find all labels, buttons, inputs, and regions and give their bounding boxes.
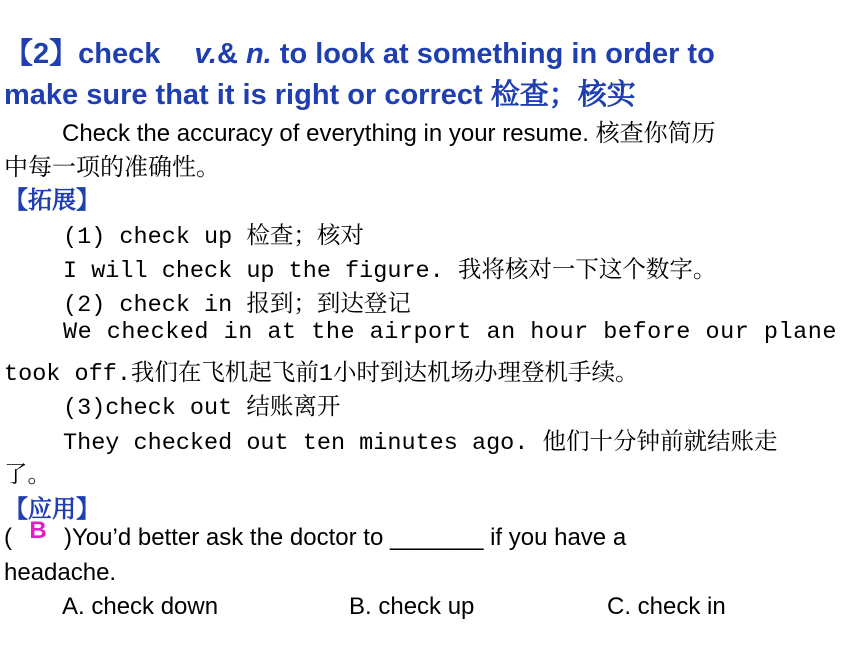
- question-line-2: headache.: [4, 559, 117, 586]
- pos-amp: &: [216, 38, 246, 70]
- answer-letter: B: [29, 517, 47, 544]
- entry-definition: to look at something in order to: [271, 38, 715, 70]
- expand-item: I will check up the figure. 我将核对一下这个数字。: [63, 258, 717, 285]
- apply-title: 【应用】: [4, 496, 100, 523]
- option-a: A. check down: [62, 593, 219, 620]
- question-line-1: [4, 517, 627, 552]
- entry-word: check: [78, 38, 161, 70]
- example-sentence-line-1: Check the accuracy of everything in your resume. 核查你简历: [62, 120, 716, 147]
- expand-title: 【拓展】: [4, 187, 100, 214]
- expand-item: 了。: [4, 463, 51, 490]
- pos-noun: n.: [245, 38, 272, 70]
- example-sentence-line-2: 中每一项的准确性。: [4, 154, 220, 181]
- expand-item: (2) check in 报到；到达登记: [63, 292, 411, 319]
- expand-item: They checked out ten minutes ago. 他们十分钟前就结账走: [63, 430, 778, 457]
- option-c: C. check in: [607, 593, 726, 620]
- question-text: )You’d better ask the doctor to _______ if you have a: [64, 524, 627, 551]
- open-paren: (: [4, 524, 12, 551]
- expand-item: We checked in at the airport an hour before our plane: [63, 319, 837, 346]
- entry-heading-line-1: [4, 31, 715, 72]
- expand-item: (3)check out 结账离开: [63, 395, 341, 422]
- entry-heading-line-2: make sure that it is right or correct 检查；核实: [4, 79, 636, 111]
- option-b: B. check up: [349, 593, 475, 620]
- expand-item: took off.我们在飞机起飞前1小时到达机场办理登机手续。: [4, 361, 639, 388]
- expand-item: (1) check up 检查；核对: [63, 224, 364, 251]
- entry-number: 【2】: [4, 38, 79, 70]
- pos-verb: v.: [194, 38, 217, 70]
